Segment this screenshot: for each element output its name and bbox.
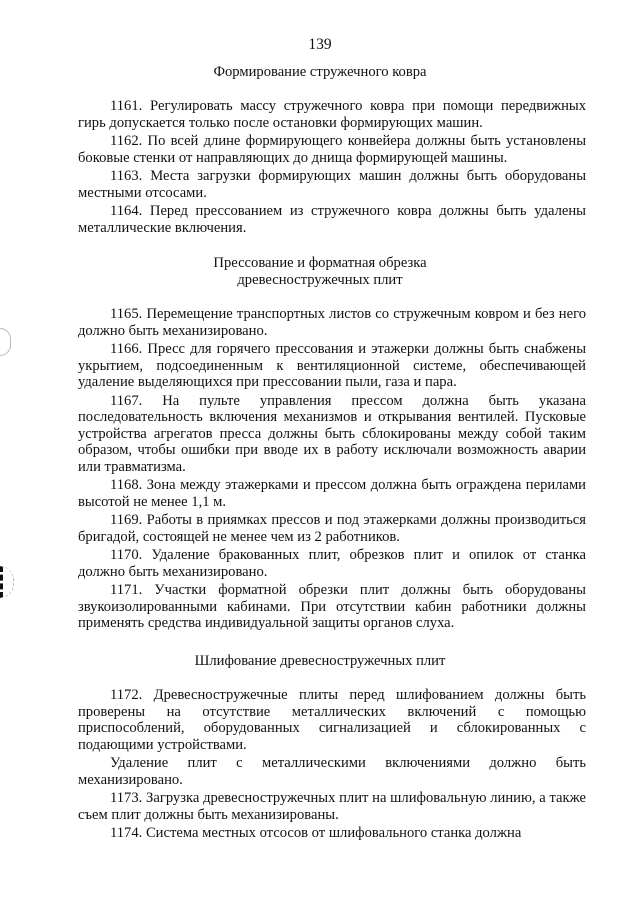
paragraph-1161: 1161. Регулировать массу стружечного ковра при помощи передвижных гирь допускается только после остановки формирующих машин. bbox=[78, 98, 586, 131]
paragraph-1171: 1171. Участки форматной обрезки плит должны быть оборудованы звукоизолированными кабинами. При отсутствии кабин работники должны применять средства индивидуальной защиты органов слуха. bbox=[78, 582, 586, 631]
paragraph-1169: 1169. Работы в приямках прессов и под этажерками должны производиться бригадой, состоящей не менее чем из 2 работников. bbox=[78, 512, 586, 545]
section-title-forming: Формирование стружечного ковра bbox=[213, 64, 427, 80]
paragraph-1167: 1167. На пульте управления прессом должна быть указана последовательность включения механизмов и открывания вентилей. Пусковые устройства агрегатов пресса должны быть сблокированы между собой таким образом, чтобы ошибки при вводе их в работу исключали возможность аварии или травматизма. bbox=[78, 392, 586, 475]
paragraph-1163: 1163. Места загрузки формирующих машин должны быть оборудованы местными отсосами. bbox=[78, 168, 586, 201]
paragraph-1168: 1168. Зона между этажерками и прессом должна быть ограждена перилами высотой не менее 1,1 м. bbox=[78, 477, 586, 510]
paragraph-1164: 1164. Перед прессованием из стружечного ковра должны быть удалены металлические включения. bbox=[78, 203, 586, 236]
paragraph-1170: 1170. Удаление бракованных плит, обрезков плит и опилок от станка должно быть механизировано. bbox=[78, 547, 586, 580]
paragraph-1166: 1166. Пресс для горячего прессования и этажерки должны быть снабжены укрытием, подсоединенным к вентиляционной системе, обеспечивающей удаление выделяющихся при прессовании пыли, газа и пара. bbox=[78, 341, 586, 390]
page-number: 139 bbox=[308, 36, 332, 53]
section-title-pressing-line1: Прессование и форматная обрезка bbox=[213, 255, 427, 271]
section-pressing-body bbox=[78, 306, 586, 632]
paragraph-1174: 1174. Система местных отсосов от шлифовального станка должна bbox=[110, 825, 522, 841]
binder-hole-mark bbox=[0, 328, 11, 356]
section-sanding-body bbox=[78, 687, 586, 842]
binder-hole-mark bbox=[0, 566, 14, 598]
paragraph-1165: 1165. Перемещение транспортных листов со стружечным ковром и без него должно быть механизировано. bbox=[78, 306, 586, 339]
paragraph-1172-continued: Удаление плит с металлическими включениями должно быть механизировано. bbox=[78, 755, 586, 788]
section-forming-body bbox=[78, 98, 586, 236]
paragraph-1162: 1162. По всей длине формирующего конвейера должны быть установлены боковые стенки от направляющих до днища формирующей машины. bbox=[78, 133, 586, 166]
paragraph-1172: 1172. Древесностружечные плиты перед шлифованием должны быть проверены на отсутствие металлических включений с помощью приспособлений, оборудованных сигнализацией и сблокированных с подающими устройствами. bbox=[78, 687, 586, 753]
section-title-sanding: Шлифование древесностружечных плит bbox=[194, 653, 446, 669]
section-title-pressing-line2: древесностружечных плит bbox=[237, 272, 403, 288]
paragraph-1173: 1173. Загрузка древесностружечных плит на шлифовальную линию, а также съем плит должны быть механизированы. bbox=[78, 790, 586, 823]
